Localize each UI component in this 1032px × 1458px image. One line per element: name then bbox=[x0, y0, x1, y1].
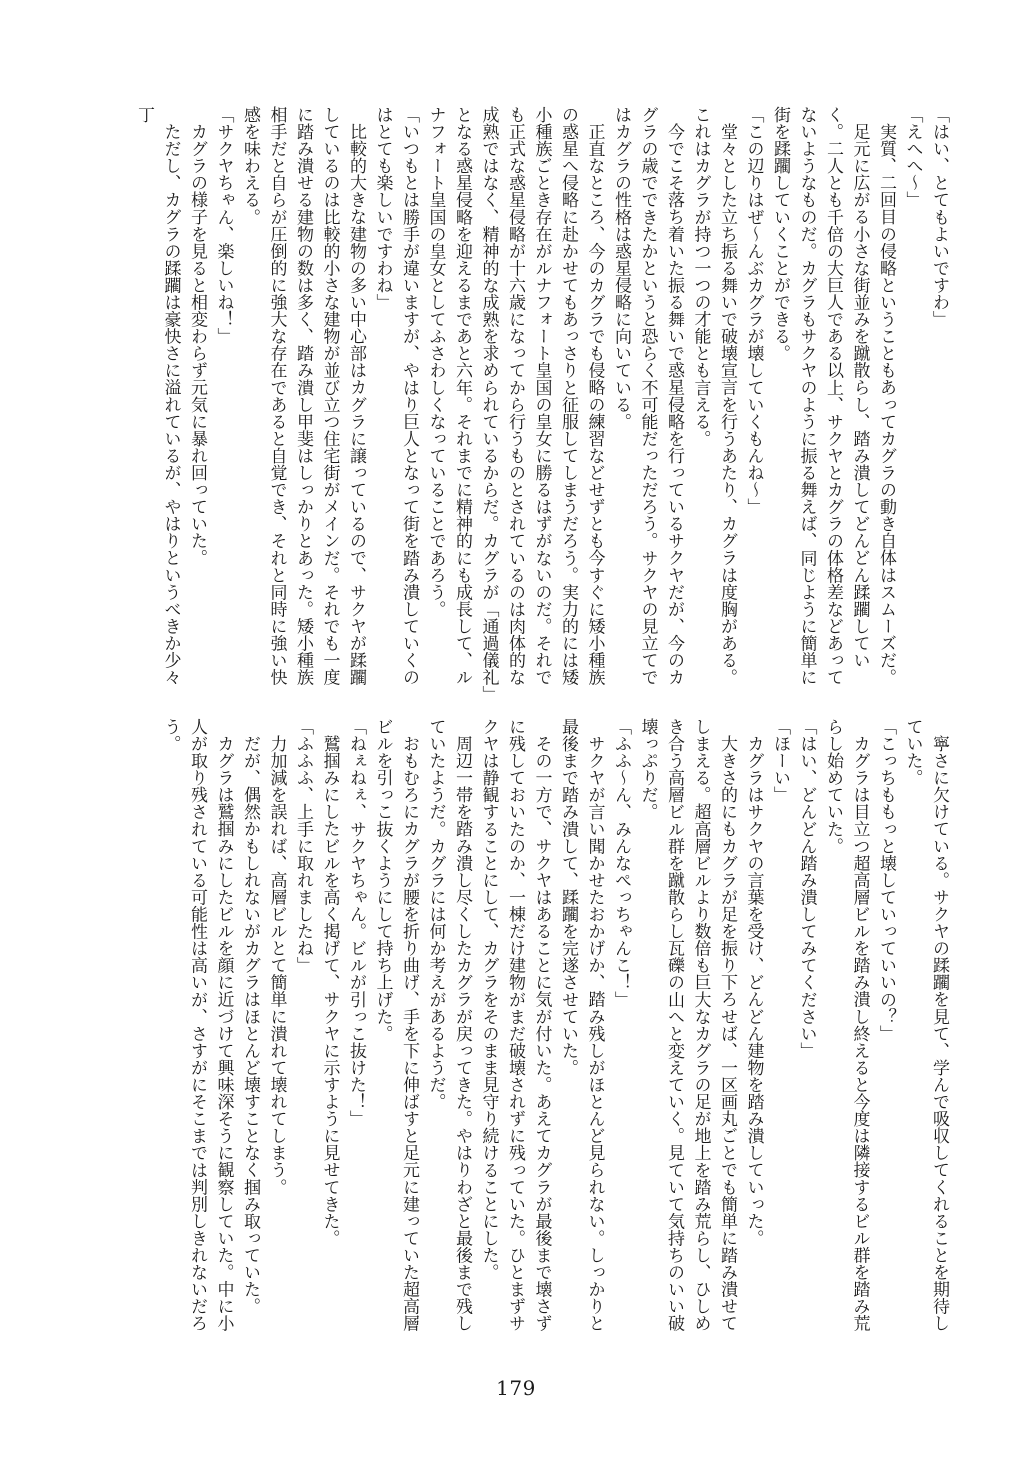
paragraph: 「この辺りはぜ～んぶカグラが壊していくもんね～」 bbox=[743, 106, 764, 516]
paragraph: 「はい、どんどん踏み潰してみてください」 bbox=[796, 718, 817, 1059]
paragraph: 周辺一帯を踏み潰し尽くしたカグラが戻ってきた。やはりわざと最後まで残していたようだ。カグラには何か考えがあるようだ。 bbox=[425, 718, 472, 1332]
paragraph: 「ふふふ、上手に取れましたね」 bbox=[293, 718, 313, 974]
paragraph: 鷲掴みにしたビルを高く掲げて、サクヤに示すように見せてきた。 bbox=[319, 735, 340, 1247]
page-number: 179 bbox=[496, 1376, 536, 1400]
paragraph: だが、偶然かもしれないがカグラはほとんど壊すことなく掴み取っていた。 bbox=[240, 735, 260, 1315]
paragraph: 「はい、とてもよいですわ」 bbox=[929, 106, 949, 328]
paragraph: おもむろにカグラが腰を折り曲げ、手を下に伸ばすと足元に建っていた超高層ビルを引っこ抜くようにして持ち上げた。 bbox=[372, 718, 419, 1332]
paragraph: 比較的大きな建物の多い中心部はカグラに譲っているので、サクヤが蹂躙しているのは比較的小さな建物が並び立つ住宅街がメインだ。それでも一度に踏み潰せる建物の数は多く、踏み潰し甲斐はしっかりとあった。矮小種族相手だと自らが圧倒的に強大な存在であると自覚でき、それと同時に強い快感を味わえる。 bbox=[240, 106, 366, 686]
text-column-bottom bbox=[112, 718, 952, 1340]
paragraph: その一方で、サクヤはあることに気が付いた。あえてカグラが最後まで壊さずに残しておいたのか、一棟だけ建物がまだ破壊されずに残っていた。ひとまずサクヤは静観することにして、カグラをそのまま見守り続けることにした。 bbox=[478, 718, 552, 1332]
paragraph: カグラは鷲掴みにしたビルを顔に近づけて興味深そうに観察していた。中に小人が取り残されている可能性は高いが、さすがにそこまでは判別しきれないだろう。 bbox=[160, 718, 234, 1332]
paragraph: 力加減を誤れば、高層ビルとて簡単に潰れて壊れてしまう。 bbox=[266, 735, 287, 1196]
paragraph: カグラの様子を見ると相変わらず元気に暴れ回っていた。 bbox=[187, 123, 207, 567]
paragraph: 「ほーい」 bbox=[770, 718, 790, 804]
paragraph: 「こっちももっと壊していっていいの？」 bbox=[876, 718, 896, 1042]
paragraph: 寧さに欠けている。サクヤの蹂躙を見て、学んで吸収してくれることを期待していた。 bbox=[902, 718, 949, 1332]
paragraph: ただし、カグラの蹂躙は豪快さに溢れているが、やはりというべきか少々丁 bbox=[134, 106, 181, 686]
paragraph: 今でこそ落ち着いた振る舞いで惑星侵略を行っているサクヤだが、今のカグラの歳でできたかというと恐らく不可能だっただろう。サクヤの見立てではカグラの性格は惑星侵略に向いている。 bbox=[611, 106, 684, 686]
paragraph: 大きさ的にもカグラが足を振り下ろせば、一区画丸ごとでも簡単に踏み潰せてしまえる。超高層ビルより数倍も巨大なカグラの足が地上を踏み荒らし、ひしめき合う高層ビル群を蹴散らし瓦礫の山へと変えていく。見ていて気持ちのいい破壊っぷりだ。 bbox=[637, 718, 737, 1332]
paragraph: 「えへへ～」 bbox=[902, 106, 923, 209]
paragraph: カグラはサクヤの言葉を受け、どんどん建物を踏み潰していった。 bbox=[743, 735, 764, 1247]
paragraph: 「ふふ～ん、みんなぺっちゃんこ！」 bbox=[611, 718, 631, 1008]
paragraph: 堂々とした立ち振る舞いで破壊宣言を行うあたり、カグラは度胸がある。これはカグラが持つ一つの才能とも言える。 bbox=[690, 106, 737, 686]
paragraph: カグラは目立つ超高層ビルを踏み潰し終えると今度は隣接するビル群を踏み荒らし始めていた。 bbox=[823, 718, 870, 1332]
paragraph: 「ねぇねぇ、サクヤちゃん。ビルが引っこ抜けた！」 bbox=[346, 718, 366, 1128]
paragraph: サクヤが言い聞かせたおかげか、踏み残しがほとんど見られない。しっかりと最後まで踏み潰して、蹂躙を完遂させていた。 bbox=[558, 718, 605, 1332]
paragraph: 「いつもとは勝手が違いますが、やはり巨人となって街を踏み潰していくのはとても楽しいですわね」 bbox=[372, 106, 419, 686]
paragraph: 正直なところ、今のカグラでも侵略の練習などせずとも今すぐに矮小種族の惑星へ侵略に赴かせてもあっさりと征服してしまうだろう。実力的には矮小種族ごとき存在がルナフォート皇国の皇女に勝るはずがないのだ。それでも正式な惑星侵略が十六歳になってから行うものとされているのは肉体的な成熟ではなく、精神的な成熟を求められているからだ。カグラが「通過儀礼」となる惑星侵略を迎えるまであと六年。それまでに精神的にも成長して、ルナフォート皇国の皇女としてふさわしくなっていることであろう。 bbox=[425, 106, 605, 695]
paragraph: 「サクヤちゃん、楽しいね！」 bbox=[213, 106, 234, 345]
paragraph: 足元に広がる小さな街並みを蹴散らし、踏み潰してどんどん蹂躙していく。二人とも千倍の大巨人である以上、サクヤとカグラの体格差などあってないようなものだ。カグラもサクヤのように振る舞えば、同じように簡単に街を蹂躙していくことができる。 bbox=[770, 106, 870, 686]
paragraph: 実質、二回目の侵略ということもあってカグラの動き自体はスムーズだ。 bbox=[876, 123, 896, 686]
text-column-top bbox=[112, 106, 952, 696]
